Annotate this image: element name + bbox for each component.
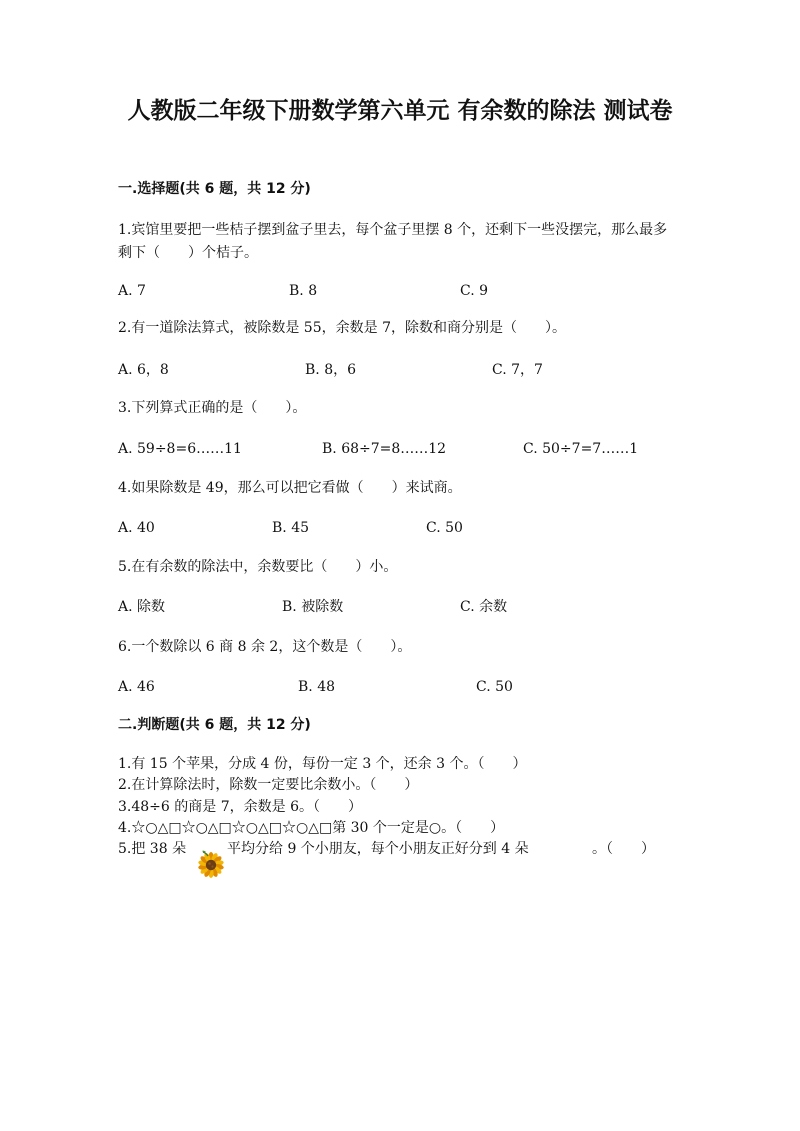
sunflower-icon — [194, 846, 228, 880]
question-4: 4.如果除数是 49，那么可以把它看做（ ）来试商。 — [118, 480, 462, 496]
option-q6-c: C. 50 — [476, 679, 513, 695]
judgement-item-5-part1: 5.把 38 朵 — [118, 841, 187, 857]
judgement-item-2: 2.在计算除法时，除数一定要比余数小。（ ） — [118, 777, 419, 793]
question-5: 5.在有余数的除法中，余数要比（ ）小。 — [118, 559, 398, 575]
judgement-item-1: 1.有 15 个苹果，分成 4 份，每份一定 3 个，还余 3 个。（ ） — [118, 756, 527, 772]
option-q4-c: C. 50 — [426, 520, 463, 536]
question-1: 1.宾馆里要把一些桔子摆到盆子里去，每个盆子里摆 8 个，还剩下一些没摆完，那么最多剩下（ ）个桔子。 — [118, 222, 668, 261]
question-2: 2.有一道除法算式，被除数是 55，余数是 7，除数和商分别是（ ）。 — [118, 320, 566, 336]
page-title: 人教版二年级下册数学第六单元 有余数的除法 测试卷 — [127, 98, 673, 124]
option-q1-b: B. 8 — [289, 283, 318, 299]
option-q5-b: B. 被除数 — [282, 599, 344, 615]
judgement-item-3: 3.48÷6 的商是 7，余数是 6。（ ） — [118, 799, 362, 815]
judgement-item-5-part3: 。（ ） — [592, 841, 655, 857]
judgement-item-4: 4.☆○△□☆○△□☆○△□☆○△□第 30 个一定是○。（ ） — [118, 820, 505, 836]
option-q6-b: B. 48 — [298, 679, 336, 695]
option-q4-a: A. 40 — [118, 520, 155, 536]
option-q3-c: C. 50÷7=7……1 — [523, 441, 639, 457]
question-6: 6.一个数除以 6 商 8 余 2，这个数是（ ）。 — [118, 639, 412, 655]
option-q2-c: C. 7，7 — [492, 362, 543, 378]
section-heading-choice: 一.选择题(共 6 题，共 12 分) — [118, 181, 311, 197]
option-q4-b: B. 45 — [272, 520, 310, 536]
option-q3-b: B. 68÷7=8……12 — [322, 441, 447, 457]
question-3: 3.下列算式正确的是（ ）。 — [118, 400, 307, 416]
option-q2-a: A. 6，8 — [118, 362, 169, 378]
option-q5-c: C. 余数 — [460, 599, 508, 615]
option-q5-a: A. 除数 — [118, 599, 166, 615]
option-q6-a: A. 46 — [118, 679, 155, 695]
option-q3-a: A. 59÷8=6……11 — [118, 441, 242, 457]
option-q1-a: A. 7 — [118, 283, 146, 299]
option-q2-b: B. 8，6 — [305, 362, 357, 378]
section-heading-judgement: 二.判断题(共 6 题，共 12 分) — [118, 717, 311, 733]
option-q1-c: C. 9 — [460, 283, 489, 299]
judgement-item-5-part2: 平均分给 9 个小朋友，每个小朋友正好分到 4 朵 — [227, 841, 529, 857]
